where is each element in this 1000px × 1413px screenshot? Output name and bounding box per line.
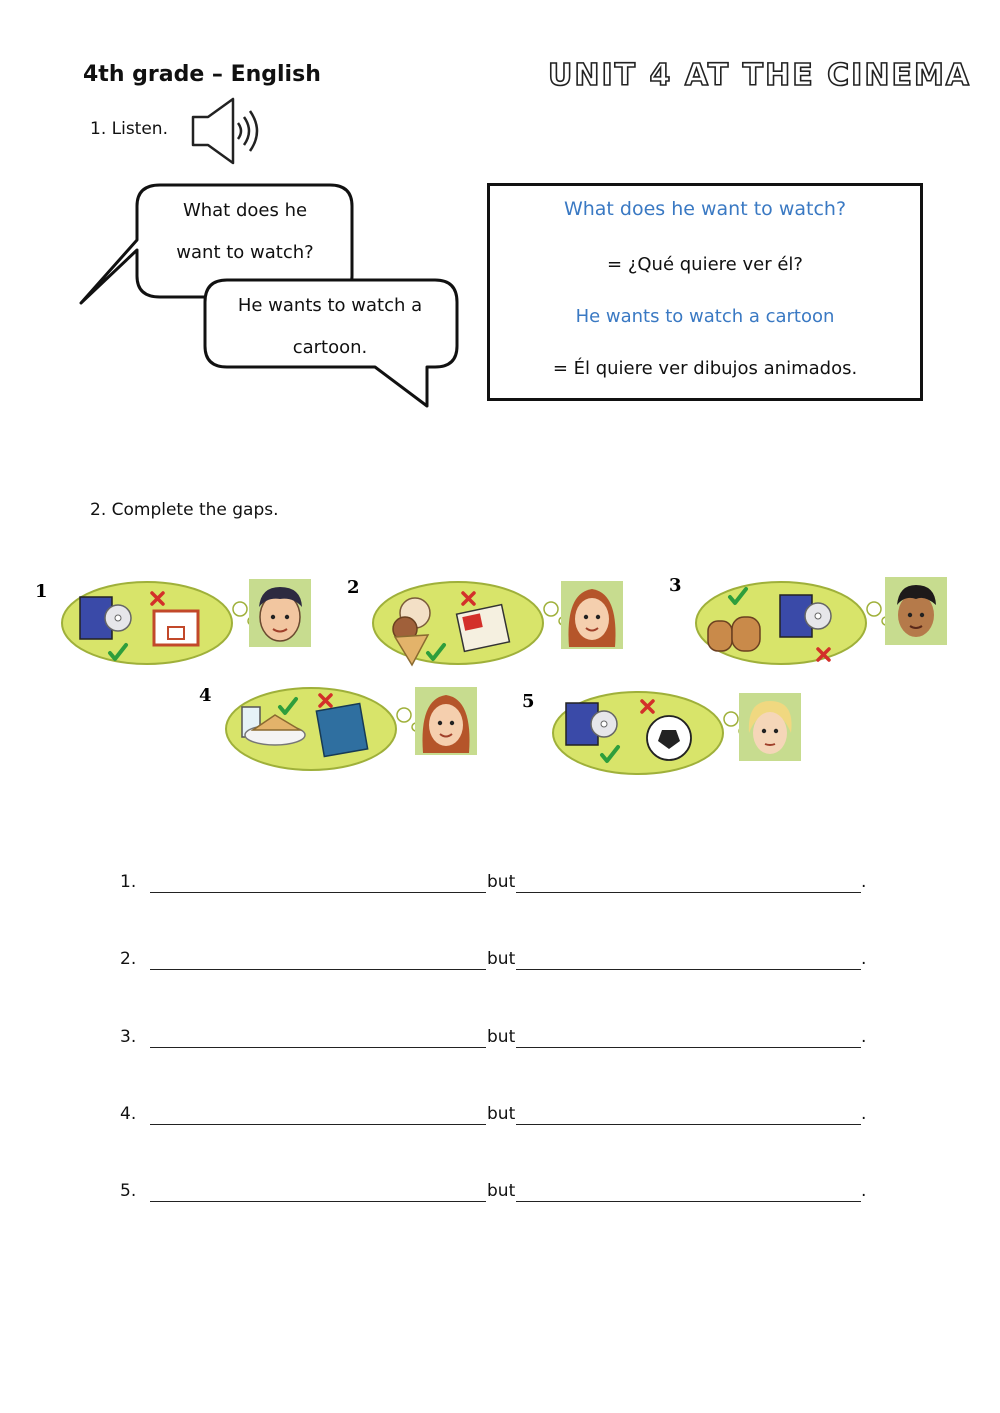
gap-blank-first[interactable] (150, 969, 486, 970)
gap-row (120, 1181, 880, 1207)
svg-text:2: 2 (347, 577, 360, 598)
gap-row (120, 872, 880, 898)
gap-row (120, 949, 880, 975)
gap-end: . (861, 949, 867, 969)
gap-connector: but (487, 1027, 516, 1047)
gap-blank-first[interactable] (150, 1047, 486, 1048)
svg-text:4: 4 (199, 685, 212, 706)
speech-bubble-answer (215, 285, 445, 369)
gap-end: . (861, 872, 867, 892)
unit-title: UNIT 4 AT THE CINEMA (548, 58, 972, 93)
svg-text:5: 5 (522, 691, 535, 712)
gap-number: 2. (120, 949, 137, 969)
bubble-answer-line: cartoon. (292, 337, 368, 358)
gap-connector: but (487, 949, 516, 969)
picture-prompts (10, 565, 970, 780)
speaker-icon[interactable] (188, 97, 268, 165)
bubble-answer-line: He wants to watch a (237, 295, 423, 316)
gap-blank-second[interactable] (516, 1047, 861, 1048)
gap-end: . (861, 1104, 867, 1124)
svg-text:1: 1 (35, 581, 48, 602)
translation-box (487, 183, 923, 401)
instruction-complete-gaps: 2. Complete the gaps. (90, 500, 279, 520)
gap-blank-second[interactable] (516, 1201, 861, 1202)
page-title: 4th grade – English (83, 62, 321, 87)
gap-end: . (861, 1181, 867, 1201)
gap-blank-second[interactable] (516, 1124, 861, 1125)
speech-bubble-question (160, 190, 330, 274)
gap-connector: but (487, 1104, 516, 1124)
gap-blank-second[interactable] (516, 969, 861, 970)
gap-number: 1. (120, 872, 137, 892)
gap-blank-first[interactable] (150, 892, 486, 893)
gap-blank-first[interactable] (150, 1201, 486, 1202)
gap-connector: but (487, 872, 516, 892)
gap-blank-first[interactable] (150, 1124, 486, 1125)
translation-answer-en: He wants to watch a cartoon (575, 306, 835, 327)
translation-answer-es: = Él quiere ver dibujos animados. (552, 358, 858, 379)
translation-question-en: What does he want to watch? (563, 198, 847, 220)
gap-row (120, 1027, 880, 1053)
svg-text:3: 3 (669, 575, 682, 596)
gap-connector: but (487, 1181, 516, 1201)
bubble-question-line: What does he (182, 200, 308, 221)
instruction-listen: 1. Listen. (90, 119, 168, 139)
gap-number: 4. (120, 1104, 137, 1124)
gap-number: 5. (120, 1181, 137, 1201)
translation-question-es: = ¿Qué quiere ver él? (607, 254, 803, 275)
gap-blank-second[interactable] (516, 892, 861, 893)
gap-end: . (861, 1027, 867, 1047)
bubble-question-line: want to watch? (176, 242, 314, 263)
gap-number: 3. (120, 1027, 137, 1047)
gap-row (120, 1104, 880, 1130)
